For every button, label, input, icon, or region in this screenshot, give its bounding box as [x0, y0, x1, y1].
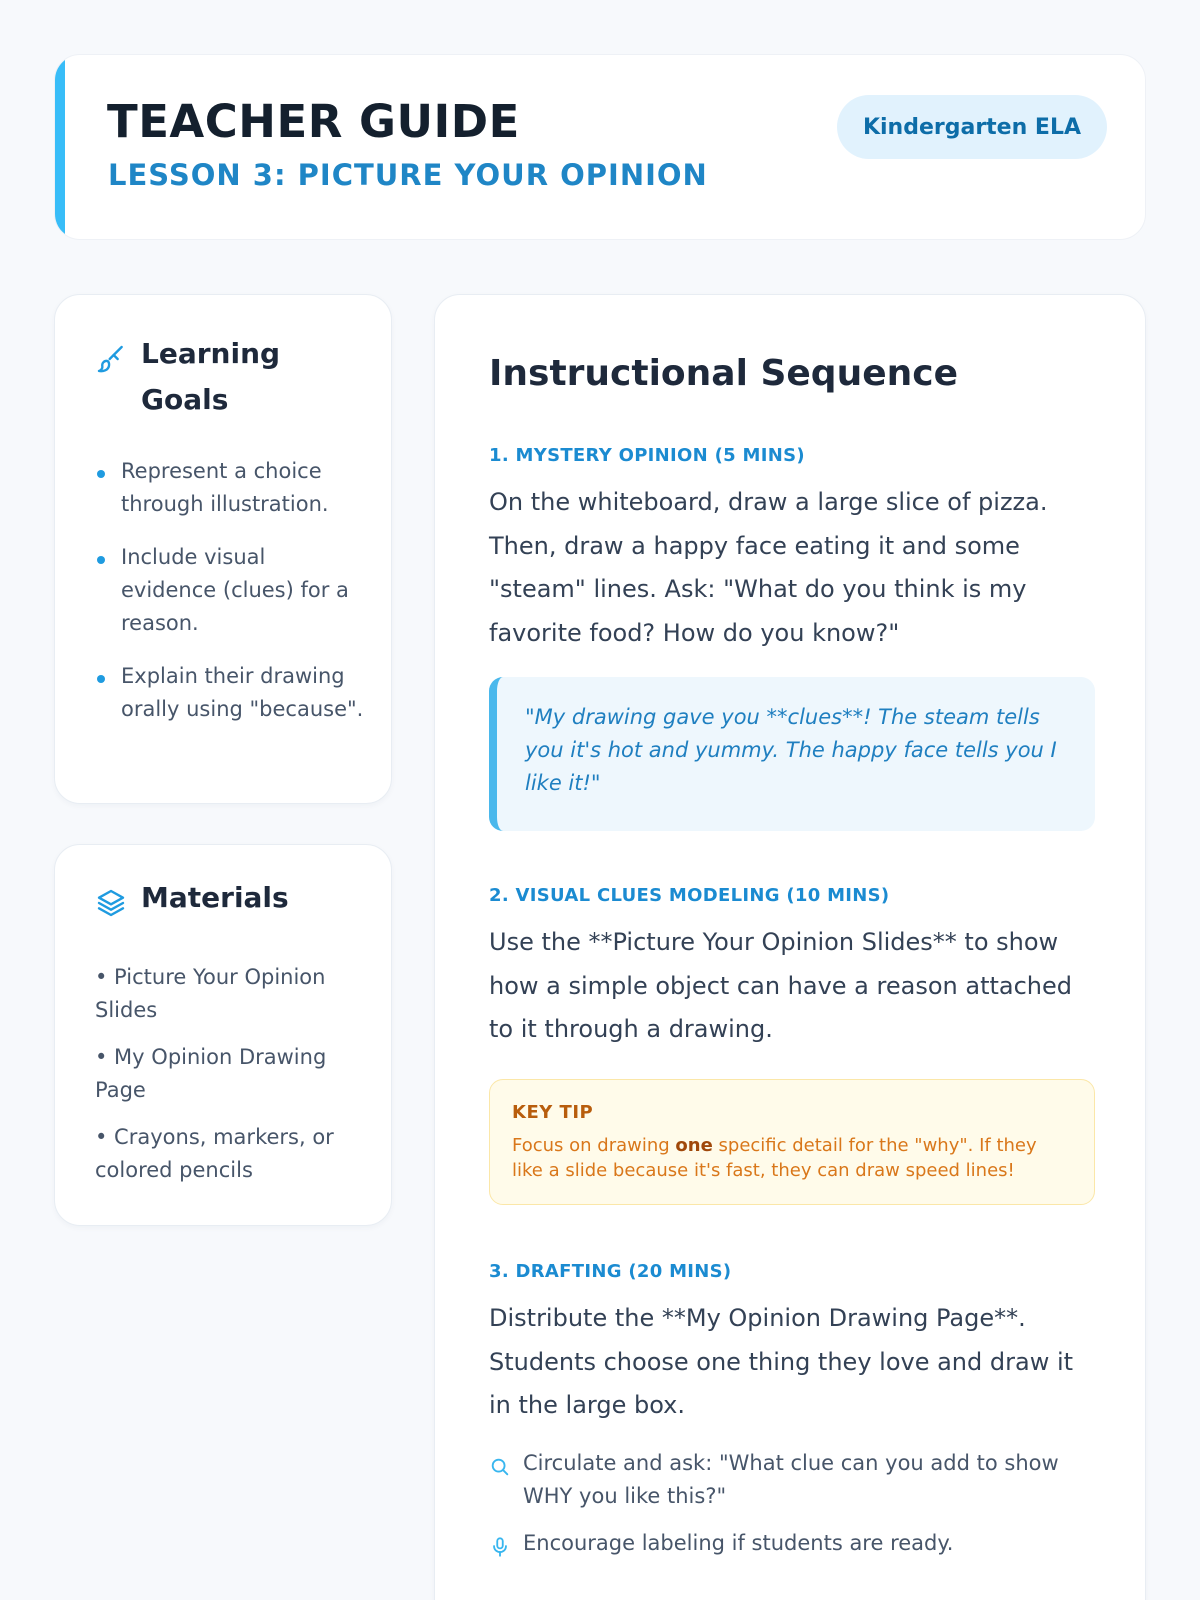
step3-heading: 3. DRAFTING (20 MINS) [489, 1261, 732, 1282]
labeling-prompt [489, 1527, 1103, 1560]
learning-goals-list [97, 455, 367, 746]
step2-heading: 2. VISUAL CLUES MODELING (10 MINS) [489, 885, 890, 906]
list-item: • Picture Your Opinion Slides [95, 965, 326, 1022]
instructional-sequence-card [434, 294, 1146, 1600]
key-tip-box [489, 1079, 1095, 1205]
microphone-icon [489, 1536, 511, 1558]
circulate-prompt-text: Circulate and ask: "What clue can you add to show WHY you like this?" [523, 1451, 1059, 1508]
step1-body: On the whiteboard, draw a large slice of pizza. Then, draw a happy face eating it and some "steam" lines. Ask: "What do you think is my favorite food? How do you know?" [489, 488, 1048, 647]
materials-list [95, 961, 365, 1201]
list-item: Explain their drawing orally using "because". [97, 660, 367, 726]
materials-header [95, 875, 289, 921]
learning-goals-title-line2: Goals [141, 383, 229, 416]
search-icon [489, 1456, 511, 1478]
key-tip-text-end: specific detail for the "why". If they like a slide because it's fast, they can draw speed lines! [512, 1135, 1037, 1181]
list-item: • Crayons, markers, or colored pencils [95, 1125, 334, 1182]
list-item: Include visual evidence (clues) for a reason. [97, 541, 367, 640]
key-tip-label: KEY TIP [512, 1102, 594, 1123]
learning-goals-header [95, 331, 280, 423]
materials-card [54, 844, 392, 1226]
header-accent-bar [55, 55, 65, 239]
learning-goals-card [54, 294, 392, 804]
materials-title: Materials [141, 881, 289, 914]
key-tip-text-start: Focus on drawing [512, 1135, 676, 1156]
learning-goals-title [141, 331, 280, 423]
circulate-prompt [489, 1447, 1103, 1513]
key-tip-emphasis: one [675, 1135, 713, 1156]
step3-body: Distribute the **My Opinion Drawing Page**. Students choose one thing they love and draw it in the large box. [489, 1304, 1074, 1419]
step2-body: Use the **Picture Your Opinion Slides** to show how a simple object can have a reason attached to it through a drawing. [489, 928, 1072, 1043]
key-tip-text [512, 1133, 1072, 1183]
list-item: Represent a choice through illustration. [97, 455, 367, 521]
page-title: TEACHER GUIDE [107, 95, 520, 148]
brush-icon [95, 343, 127, 375]
teacher-quote-box: "My drawing gave you **clues**! The steam tells you it's hot and yummy. The happy face tells you I like it!" [489, 677, 1095, 831]
learning-goals-title-line1: Learning [141, 337, 281, 370]
sequence-title: Instructional Sequence [489, 353, 959, 394]
list-item: • My Opinion Drawing Page [95, 1045, 327, 1102]
lesson-subtitle: LESSON 3: PICTURE YOUR OPINION [108, 158, 708, 192]
header-card [54, 54, 1146, 240]
grade-badge: Kindergarten ELA [837, 95, 1107, 159]
labeling-prompt-text: Encourage labeling if students are ready. [523, 1531, 954, 1555]
layers-icon [95, 887, 127, 919]
step1-heading: 1. MYSTERY OPINION (5 MINS) [489, 445, 805, 466]
